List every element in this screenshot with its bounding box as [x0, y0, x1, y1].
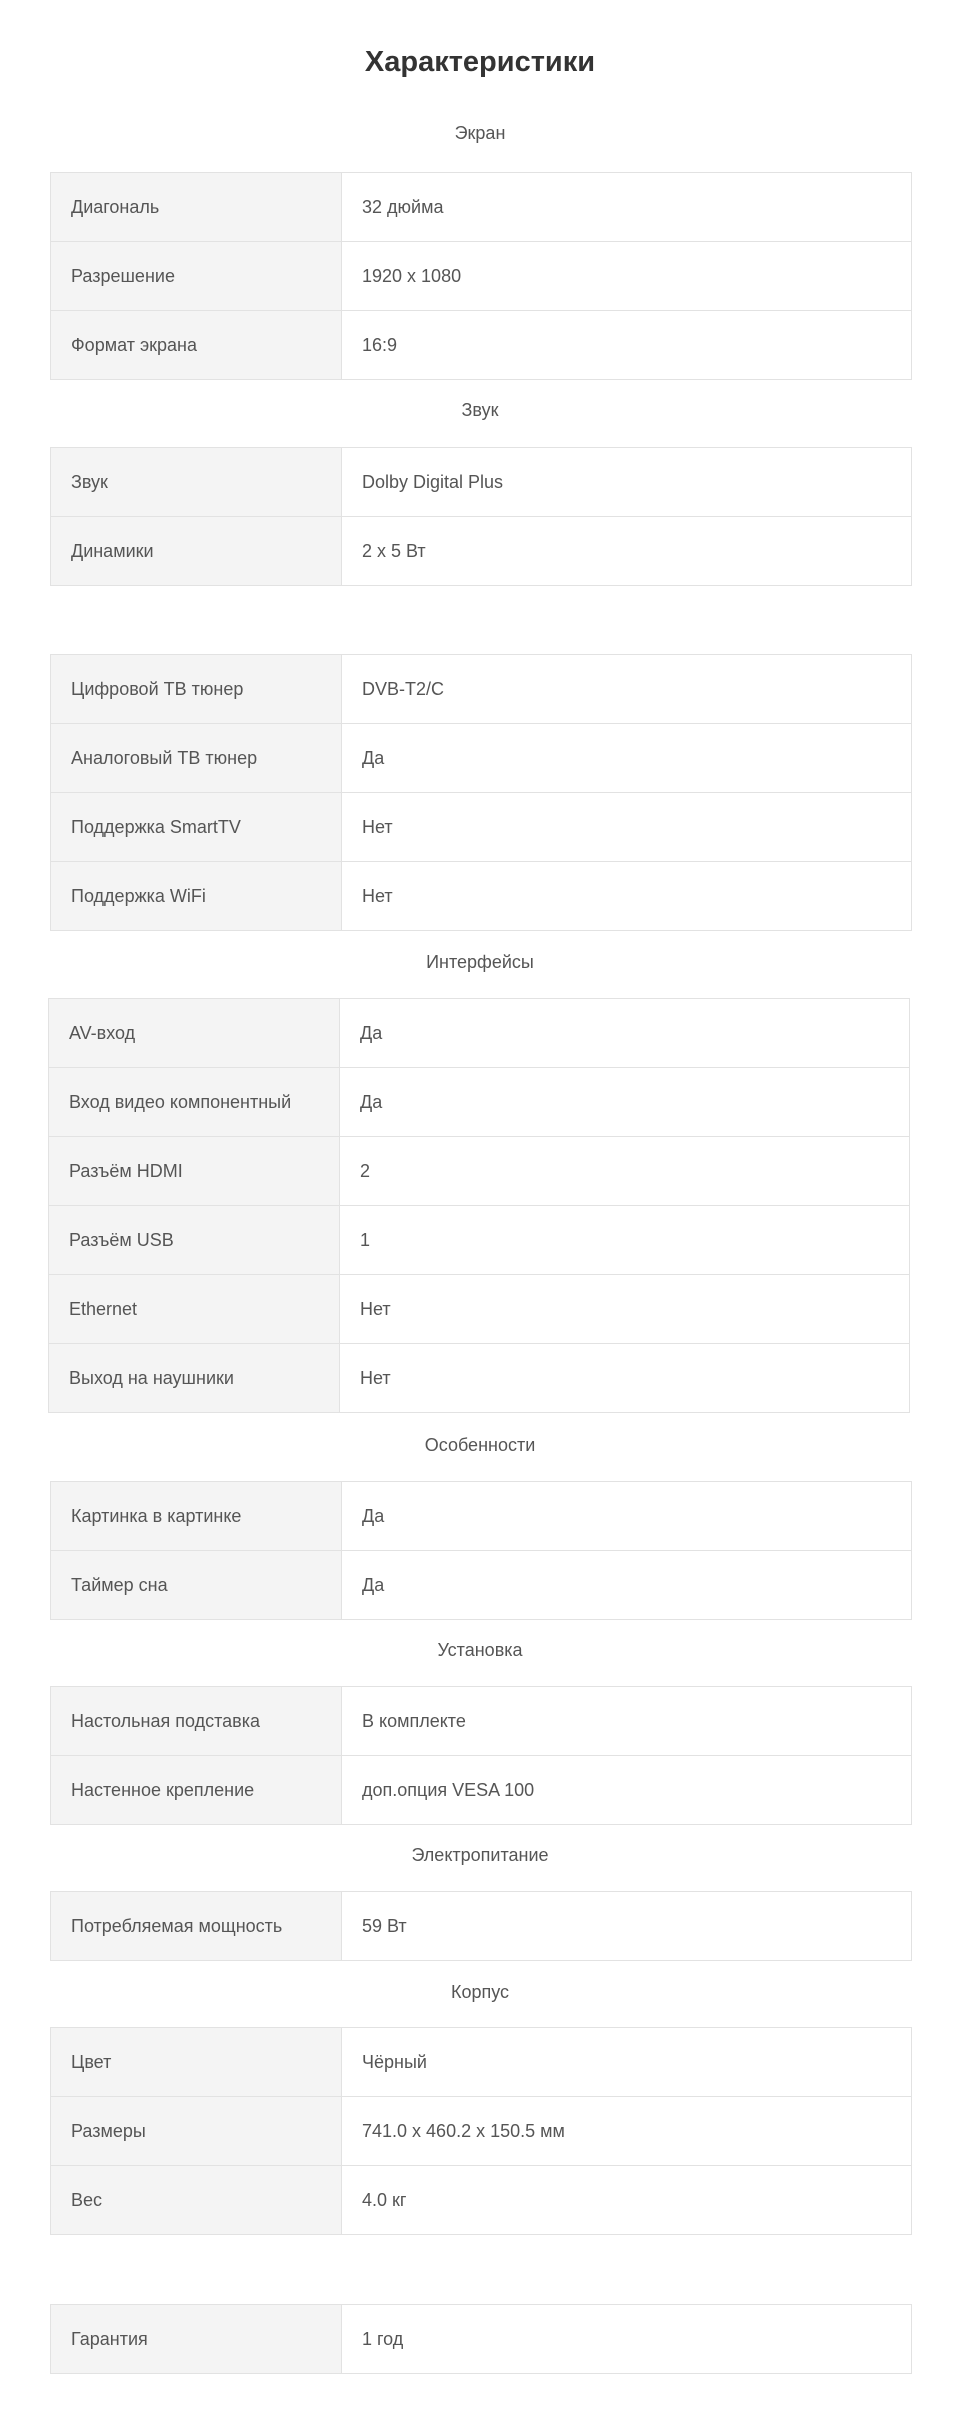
spec-value: 1920 x 1080 — [342, 242, 912, 311]
spec-value: Да — [342, 724, 912, 793]
table-row — [51, 1892, 912, 1961]
table-row — [51, 655, 912, 724]
spec-table-power — [50, 1891, 912, 1961]
spec-value: Dolby Digital Plus — [342, 448, 912, 517]
spec-value: 32 дюйма — [342, 173, 912, 242]
table-row — [51, 724, 912, 793]
section-heading-power: Электропитание — [411, 1845, 549, 1865]
spec-key: AV-вход — [49, 999, 340, 1068]
spec-table-warranty — [50, 2304, 912, 2374]
spec-value: 741.0 x 460.2 x 150.5 мм — [342, 2097, 912, 2166]
table-row — [51, 793, 912, 862]
table-row — [51, 2166, 912, 2235]
spec-key: Разъём USB — [49, 1206, 340, 1275]
table-row — [49, 1137, 910, 1206]
spec-value: Нет — [340, 1344, 910, 1413]
spec-key: Картинка в картинке — [51, 1482, 342, 1551]
section-heading-interfaces: Интерфейсы — [426, 952, 534, 972]
spec-key: Вес — [51, 2166, 342, 2235]
spec-value: Да — [340, 1068, 910, 1137]
spec-value: DVB-T2/C — [342, 655, 912, 724]
spec-value: 2 x 5 Вт — [342, 517, 912, 586]
table-row — [49, 1206, 910, 1275]
spec-table-installation — [50, 1686, 912, 1825]
spec-key: Аналоговый ТВ тюнер — [51, 724, 342, 793]
section-heading-sound: Звук — [461, 400, 499, 420]
spec-value: Да — [340, 999, 910, 1068]
spec-value: В комплекте — [342, 1687, 912, 1756]
spec-key: Потребляемая мощность — [51, 1892, 342, 1961]
spec-key: Поддержка WiFi — [51, 862, 342, 931]
spec-value: 1 — [340, 1206, 910, 1275]
spec-key: Вход видео компонентный — [49, 1068, 340, 1137]
table-row — [49, 999, 910, 1068]
spec-key: Ethernet — [49, 1275, 340, 1344]
spec-table-body — [50, 2027, 912, 2235]
spec-value: 16:9 — [342, 311, 912, 380]
spec-value: Чёрный — [342, 2028, 912, 2097]
section-heading-features: Особенности — [424, 1435, 536, 1455]
spec-value: 2 — [340, 1137, 910, 1206]
table-row — [49, 1068, 910, 1137]
spec-key: Настенное крепление — [51, 1756, 342, 1825]
table-row — [51, 862, 912, 931]
table-row — [51, 448, 912, 517]
table-row — [51, 242, 912, 311]
spec-key: Настольная подставка — [51, 1687, 342, 1756]
spec-value: Нет — [342, 793, 912, 862]
table-row — [51, 1551, 912, 1620]
section-heading-installation: Установка — [437, 1640, 523, 1660]
table-row — [51, 2028, 912, 2097]
spec-key: Гарантия — [51, 2305, 342, 2374]
table-row — [51, 2305, 912, 2374]
spec-key: Разрешение — [51, 242, 342, 311]
spec-value: Нет — [340, 1275, 910, 1344]
table-row — [51, 173, 912, 242]
spec-value: 4.0 кг — [342, 2166, 912, 2235]
section-heading-body: Корпус — [450, 1982, 510, 2002]
spec-table-screen — [50, 172, 912, 380]
spec-table-interfaces — [48, 998, 910, 1413]
spec-key: Звук — [51, 448, 342, 517]
spec-value: Нет — [342, 862, 912, 931]
spec-key: Цвет — [51, 2028, 342, 2097]
table-row — [51, 1482, 912, 1551]
spec-key: Динамики — [51, 517, 342, 586]
table-row — [49, 1275, 910, 1344]
spec-key: Выход на наушники — [49, 1344, 340, 1413]
spec-table-features — [50, 1481, 912, 1620]
spec-key: Поддержка SmartTV — [51, 793, 342, 862]
spec-value: доп.опция VESA 100 — [342, 1756, 912, 1825]
table-row — [51, 311, 912, 380]
spec-table-tuner — [50, 654, 912, 931]
spec-key: Таймер сна — [51, 1551, 342, 1620]
table-row — [51, 517, 912, 586]
spec-value: Да — [342, 1551, 912, 1620]
spec-value: Да — [342, 1482, 912, 1551]
table-row — [51, 2097, 912, 2166]
spec-key: Цифровой ТВ тюнер — [51, 655, 342, 724]
section-heading-screen: Экран — [454, 123, 506, 143]
spec-key: Формат экрана — [51, 311, 342, 380]
spec-key: Диагональ — [51, 173, 342, 242]
table-row — [51, 1687, 912, 1756]
spec-key: Размеры — [51, 2097, 342, 2166]
table-row — [51, 1756, 912, 1825]
spec-value: 59 Вт — [342, 1892, 912, 1961]
spec-value: 1 год — [342, 2305, 912, 2374]
spec-table-sound — [50, 447, 912, 586]
page-title: Характеристики — [364, 46, 596, 78]
table-row — [49, 1344, 910, 1413]
spec-key: Разъём HDMI — [49, 1137, 340, 1206]
